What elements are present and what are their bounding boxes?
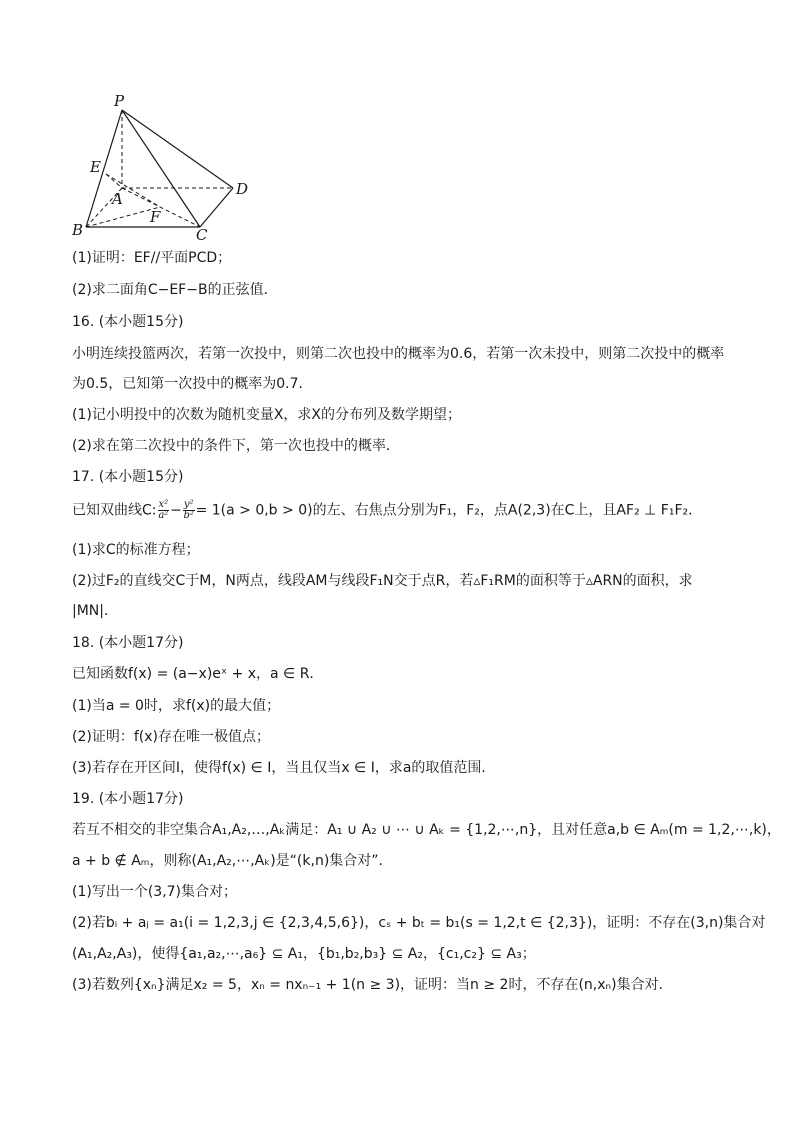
- q19-stem-line1: 若互不相交的非空集合A₁,A₂,…,Aₖ满足：A₁ ∪ A₂ ∪ ⋯ ∪ Aₖ = {1,2,⋯,n}，且对任意a,b ∈ Aₘ(m = 1,2,⋯,k)，: [72, 822, 781, 838]
- q19-part1: (1)写出一个(3,7)集合对；: [72, 884, 238, 900]
- q17-stem-suffix: = 1(a > 0,b > 0)的左、右焦点分别为F₁，F₂，点A(2,3)在C上，且AF₂ ⊥ F₁F₂．: [195, 502, 703, 519]
- label-C: C: [196, 226, 208, 242]
- label-F: F: [150, 208, 161, 226]
- q18-stem: 已知函数f(x) = (a−x)eˣ + x，a ∈ R．: [72, 666, 324, 682]
- edge-AC: [122, 188, 200, 227]
- edge-BF: [86, 207, 160, 227]
- edge-CD: [200, 188, 233, 227]
- q17-part2-line1: (2)过F₂的直线交C于M，N两点，线段AM与线段F₁N交于点R，若▵F₁RM的面积等于▵ARN的面积，求: [72, 573, 693, 589]
- edge-PC: [122, 110, 200, 227]
- label-P: P: [114, 92, 125, 110]
- q16-part2: (2)求在第二次投中的条件下，第一次也投中的概率．: [72, 438, 400, 454]
- label-B: B: [72, 221, 84, 239]
- q18-part2: (2)证明：f(x)存在唯一极值点；: [72, 729, 270, 745]
- q19-part2-line1: (2)若bᵢ + aⱼ = a₁(i = 1,2,3,j ∈ {2,3,4,5,6})，cₛ + bₜ = b₁(s = 1,2,t ∈ {2,3})，证明：不存在(3,n)集合对: [72, 915, 766, 931]
- q17-fraction-x: $\frac{\text{x²}}{\text{a²}}$: [158, 499, 169, 521]
- q18-header: 18. (本小题17分): [72, 635, 184, 651]
- edge-PD: [122, 110, 233, 188]
- label-D: D: [236, 180, 249, 198]
- q15-part2: (2)求二面角C−EF−B的正弦值．: [72, 282, 278, 298]
- q18-part3: (3)若存在开区间I，使得f(x) ∈ I，当且仅当x ∈ I，求a的取值范围．: [72, 760, 496, 776]
- q16-stem-line2: 为0.5，已知第一次投中的概率为0.7．: [72, 376, 313, 392]
- q17-part2-line2: |MN|．: [72, 603, 118, 619]
- q18-part1: (1)当a = 0时，求f(x)的最大值；: [72, 698, 281, 714]
- q17-stem-prefix: 已知双曲线C:: [72, 502, 157, 519]
- q19-stem-line2: a + b ∉ Aₘ，则称(A₁,A₂,⋯,Aₖ)是“(k,n)集合对”．: [72, 853, 393, 869]
- q17-minus: −: [170, 502, 182, 519]
- q17-part1: (1)求C的标准方程；: [72, 542, 200, 558]
- q17-fraction-y: $\frac{\text{y²}}{\text{b²}}$: [183, 499, 194, 521]
- q16-part1: (1)记小明投中的次数为随机变量X，求X的分布列及数学期望；: [72, 407, 462, 423]
- pyramid-figure: [70, 92, 270, 242]
- q16-stem-line1: 小明连续投篮两次，若第一次投中，则第二次也投中的概率为0.6，若第一次未投中，则第二次投中的概率: [72, 346, 725, 362]
- q17-header: 17. (本小题15分): [72, 469, 184, 485]
- label-A: A: [112, 190, 123, 208]
- q19-part3: (3)若数列{xₙ}满足x₂ = 5，xₙ = nxₙ₋₁ + 1(n ≥ 3)，证明：当n ≥ 2时，不存在(n,xₙ)集合对．: [72, 977, 673, 993]
- edge-EA: [106, 174, 122, 188]
- q17-stem: [72, 500, 702, 521]
- q15-part1: (1)证明：EF//平面PCD；: [72, 250, 232, 266]
- q19-header: 19. (本小题17分): [72, 791, 184, 807]
- label-E: E: [90, 158, 101, 176]
- q16-header: 16. (本小题15分): [72, 314, 184, 330]
- q19-part2-line2: (A₁,A₂,A₃)，使得{a₁,a₂,⋯,a₆} ⊆ A₁，{b₁,b₂,b₃} ⊆ A₂，{c₁,c₂} ⊆ A₃；: [72, 946, 536, 962]
